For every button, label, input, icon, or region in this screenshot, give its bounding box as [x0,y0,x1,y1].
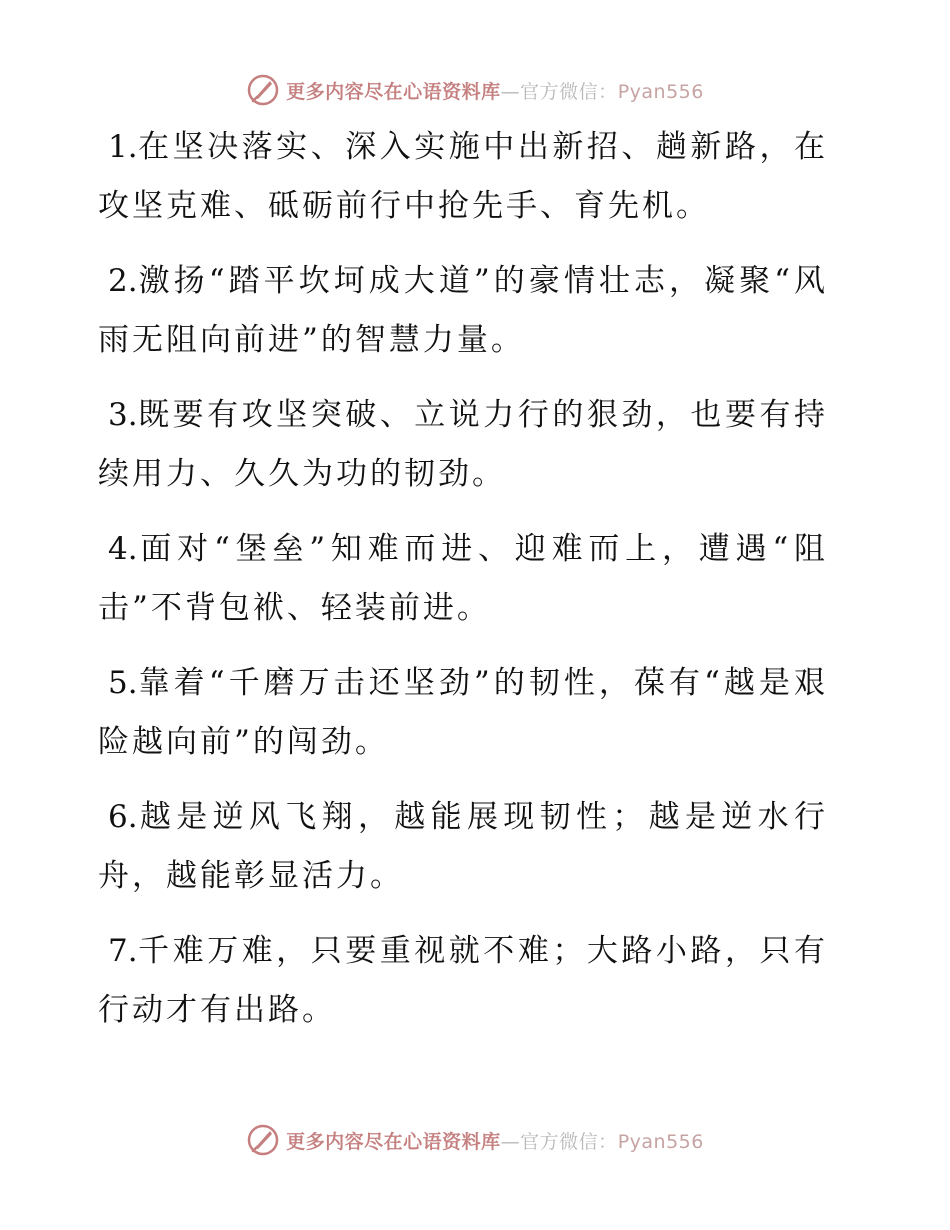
watermark-wechat-id: Pyan556 [617,80,704,103]
item-number: 7. [108,933,138,969]
item-text: 在坚决落实、深入实施中出新招、趟新路，在攻坚克难、砥砺前行中抢先手、育先机。 [98,129,828,224]
list-item [98,788,828,906]
watermark-brand: 更多内容尽在心语资料库 [286,80,501,103]
footer-watermark [0,1120,950,1160]
item-number: 3. [108,397,138,433]
feather-pen-logo-icon [246,73,280,107]
watermark-official: 官方微信： [520,1130,618,1153]
item-number: 6. [108,799,138,835]
feather-pen-logo-icon [246,1123,280,1157]
item-text: 千难万难，只要重视就不难；大路小路，只有行动才有出路。 [98,933,828,1028]
quote-list [98,118,828,1056]
list-item [98,118,828,236]
watermark-wechat-id: Pyan556 [617,1130,704,1153]
watermark-official: 官方微信： [520,80,618,103]
header-watermark [0,70,950,110]
item-number: 1. [108,129,138,165]
watermark-separator: — [500,1130,521,1153]
watermark-brand: 更多内容尽在心语资料库 [286,1130,501,1153]
item-text: 激扬“踏平坎坷成大道”的豪情壮志，凝聚“风雨无阻向前进”的智慧力量。 [98,263,828,358]
list-item [98,252,828,370]
watermark-text [286,1127,704,1154]
item-text: 越是逆风飞翔，越能展现韧性；越是逆水行舟，越能彰显活力。 [98,799,828,894]
item-number: 4. [108,531,138,567]
item-text: 靠着“千磨万击还坚劲”的韧性，葆有“越是艰险越向前”的闯劲。 [98,665,828,760]
list-item [98,654,828,772]
list-item [98,520,828,638]
list-item [98,386,828,504]
item-number: 2. [108,263,138,299]
item-text: 既要有攻坚突破、立说力行的狠劲，也要有持续用力、久久为功的韧劲。 [98,397,828,492]
item-number: 5. [108,665,138,701]
watermark-text [286,77,704,104]
list-item [98,922,828,1040]
watermark-separator: — [500,80,521,103]
item-text: 面对“堡垒”知难而进、迎难而上，遭遇“阻击”不背包袱、轻装前进。 [98,531,828,626]
